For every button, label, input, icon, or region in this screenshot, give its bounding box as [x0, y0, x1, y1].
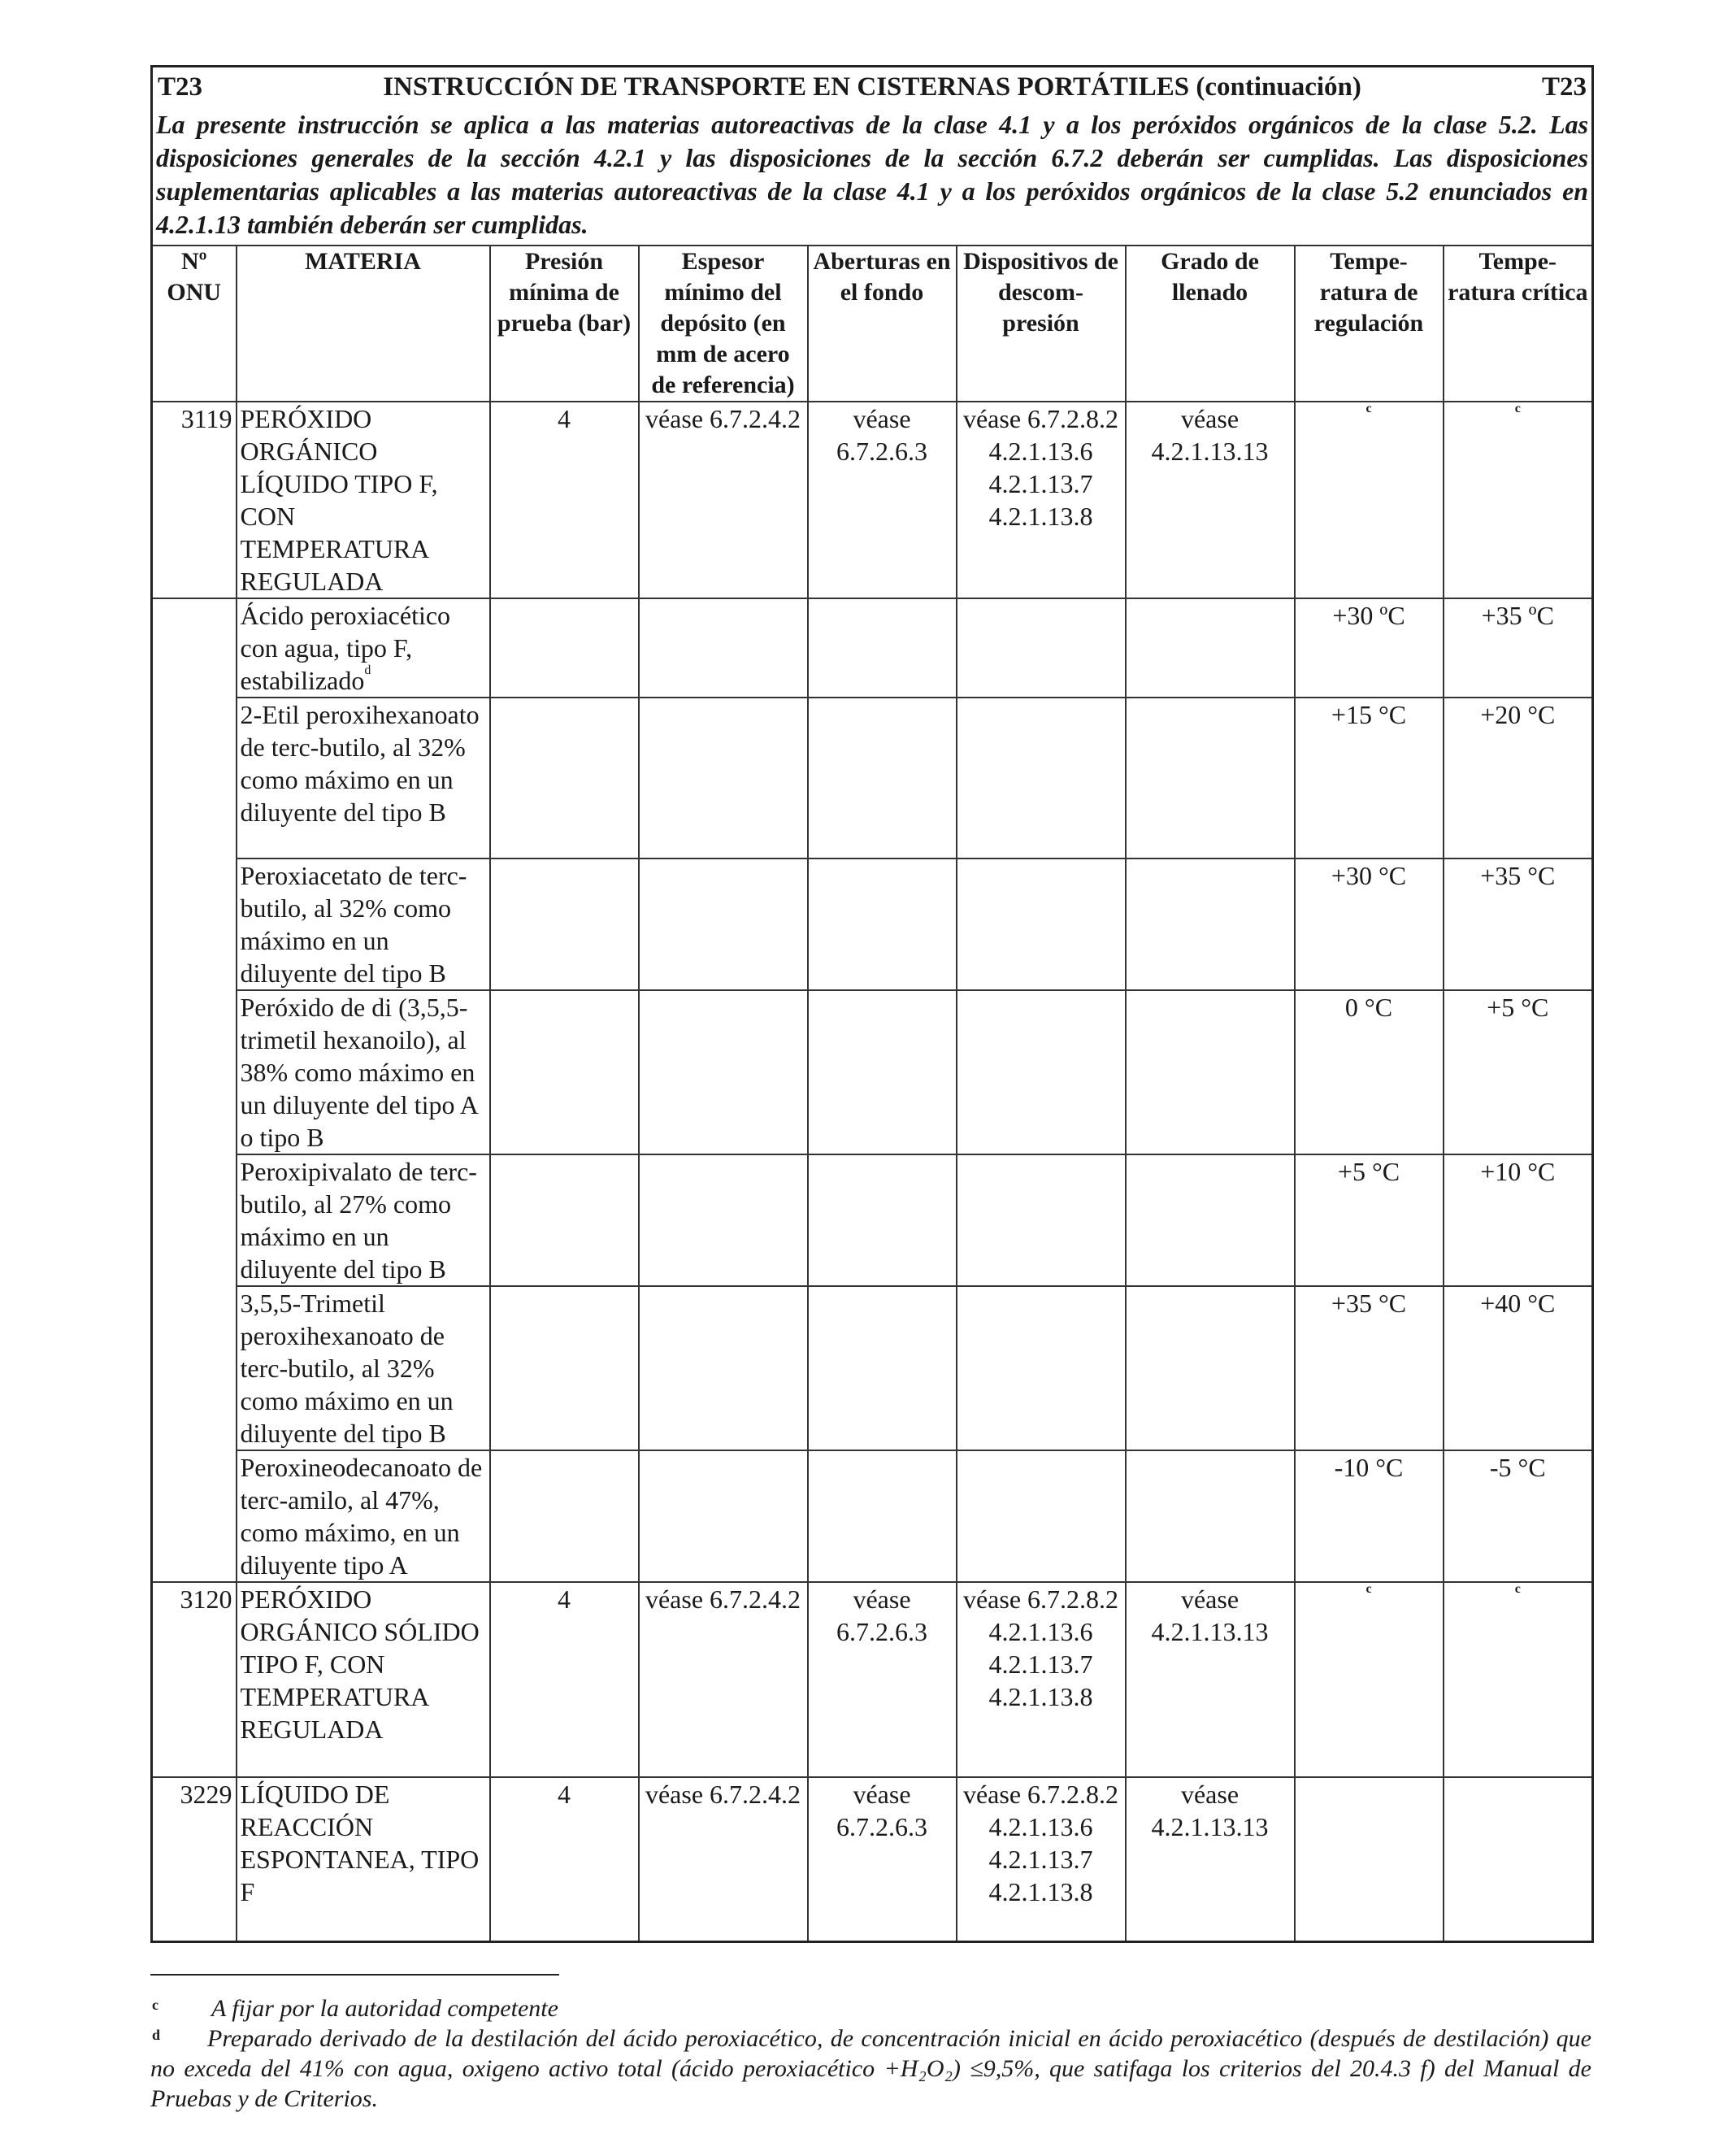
aberturas-cell: véase 6.7.2.6.3 [808, 1777, 957, 1942]
materia-cell: PERÓXIDO ORGÁNICO SÓLIDO TIPO F, CON TEMPERATURA REGULADA [237, 1582, 490, 1777]
materia-cell: Peroxipivalato de terc-butilo, al 27% como máximo en un diluyente del tipo B [237, 1154, 490, 1286]
espesor-cell: véase 6.7.2.4.2 [639, 402, 808, 598]
dispositivos-cell: véase 6.7.2.8.2 4.2.1.13.6 4.2.1.13.7 4.2.1.13.8 [957, 1777, 1126, 1942]
footnote-c-text: A fijar por la autoridad competente [211, 1995, 558, 2022]
header-presion: Presión mínima de prueba (bar) [490, 246, 639, 402]
onu-number: 3229 [152, 1777, 237, 1942]
aberturas-cell: véase 6.7.2.6.3 [808, 402, 957, 598]
header-grado: Grado de llenado [1126, 246, 1295, 402]
presion-cell: 4 [490, 1582, 639, 1777]
presion-cell: 4 [490, 402, 639, 598]
temp-regulacion-cell: +30 °C [1295, 858, 1444, 990]
table-row [152, 598, 1593, 698]
header-onu: Nº ONU [152, 246, 237, 402]
footnote-separator [150, 1974, 559, 1976]
materia-cell: Ácido peroxiacético con agua, tipo F, estabilizado$^d$ [237, 598, 490, 698]
presion-cell: 4 [490, 1777, 639, 1942]
instruction-code-left: T23 [158, 72, 203, 102]
grado-cell: véase 4.2.1.13.13 [1126, 1582, 1295, 1777]
dispositivos-cell: véase 6.7.2.8.2 4.2.1.13.6 4.2.1.13.7 4.2.1.13.8 [957, 1582, 1126, 1777]
grado-cell: véase 4.2.1.13.13 [1126, 1777, 1295, 1942]
table-row [152, 858, 1593, 990]
header-temp-regulacion: Tempe-ratura de regulación [1295, 246, 1444, 402]
table-row [152, 1450, 1593, 1582]
espesor-cell: véase 6.7.2.4.2 [639, 1777, 808, 1942]
temp-regulacion-cell: +30 ºC [1295, 598, 1444, 698]
footnote-mark-c: c [152, 1997, 158, 2013]
transport-instruction-table [150, 65, 1594, 1943]
footnote-d [150, 2023, 1591, 2114]
header-espesor: Espesor mínimo del depósito (en mm de acero de referencia) [639, 246, 808, 402]
column-header-row [152, 246, 1593, 402]
footnote-d-text: Preparado derivado de la destilación del ácido peroxiacético, de concentración inicial en ácido peroxiacético (después de destilación) que no exceda del 41% con agua, oxigeno activo total (ácido peroxiacético +H₂O₂) ≤9,5%, que satifaga los criterios del 20.4.3 f) del Manual de Pruebas y de Criterios. [150, 2025, 1591, 2112]
header-materia: MATERIA [237, 246, 490, 402]
aberturas-cell: véase 6.7.2.6.3 [808, 1582, 957, 1777]
table-row [152, 990, 1593, 1154]
header-dispositivos: Dispositivos de descom-presión [957, 246, 1126, 402]
onu-number: 3119 [152, 402, 237, 598]
temp-critica-cell: +40 °C [1444, 1286, 1593, 1450]
document-page [150, 65, 1591, 1943]
temp-critica-cell: -5 °C [1444, 1450, 1593, 1582]
temp-critica-cell: +35 °C [1444, 858, 1593, 990]
footnote-ref-d: d [364, 663, 371, 677]
temp-critica-cell: +20 °C [1444, 698, 1593, 858]
materia-cell: LÍQUIDO DE REACCIÓN ESPONTANEA, TIPO F [237, 1777, 490, 1942]
dispositivos-cell: véase 6.7.2.8.2 4.2.1.13.6 4.2.1.13.7 4.2.1.13.8 [957, 402, 1126, 598]
header-aberturas: Aberturas en el fondo [808, 246, 957, 402]
temp-regulacion-cell: 0 °C [1295, 990, 1444, 1154]
materia-cell: Peroxiacetato de terc-butilo, al 32% como máximo en un diluyente del tipo B [237, 858, 490, 990]
footnote-ref-c: c [1514, 402, 1521, 415]
materia-cell: 2-Etil peroxihexanoato de terc-butilo, al 32% como máximo en un diluyente del tipo B [237, 698, 490, 858]
footnote-ref-c: c [1365, 402, 1372, 415]
temp-critica-cell: +35 ºC [1444, 598, 1593, 698]
intro-row [152, 106, 1593, 246]
temp-critica-cell: +10 °C [1444, 1154, 1593, 1286]
espesor-cell: véase 6.7.2.4.2 [639, 1582, 808, 1777]
temp-critica-cell: +5 °C [1444, 990, 1593, 1154]
materia-cell: 3,5,5-Trimetil peroxihexanoato de terc-butilo, al 32% como máximo en un diluyente del tipo B [237, 1286, 490, 1450]
table-title-row [152, 67, 1593, 107]
table-row [152, 1286, 1593, 1450]
temp-regulacion-cell: +35 °C [1295, 1286, 1444, 1450]
materia-cell: PERÓXIDO ORGÁNICO LÍQUIDO TIPO F, CON TEMPERATURA REGULADA [237, 402, 490, 598]
footnotes [150, 1993, 1591, 2114]
footnote-ref-c: c [1365, 1582, 1372, 1596]
temp-regulacion-cell: +15 °C [1295, 698, 1444, 858]
table-row [152, 402, 1593, 598]
intro-text: La presente instrucción se aplica a las materias autoreactivas de la clase 4.1 y a los peróxidos orgánicos de la clase 5.2. Las disposiciones generales de la sección 4.2.1 y las disposiciones de la sección 6.7.2 deberán ser cumplidas. Las disposiciones suplementarias aplicables a las materias autoreactivas de la clase 4.1 y a los peróxidos orgánicos de la clase 5.2 enunciados en 4.2.1.13 también deberán ser cumplidas. [152, 106, 1593, 246]
temp-regulacion-cell: -10 °C [1295, 1450, 1444, 1582]
table-row [152, 698, 1593, 858]
footnote-mark-d: d [152, 2027, 161, 2043]
footnote-ref-c: c [1514, 1582, 1521, 1596]
table-row [152, 1582, 1593, 1777]
table-title: INSTRUCCIÓN DE TRANSPORTE EN CISTERNAS PORTÁTILES (continuación) [383, 72, 1361, 102]
footnote-c [150, 1993, 1591, 2023]
header-temp-critica: Tempe-ratura crítica [1444, 246, 1593, 402]
instruction-code-right: T23 [1542, 72, 1587, 102]
materia-cell: Peróxido de di (3,5,5-trimetil hexanoilo), al 38% como máximo en un diluyente del tipo A o tipo B [237, 990, 490, 1154]
materia-cell: Peroxineodecanoato de terc-amilo, al 47%, como máximo, en un diluyente tipo A [237, 1450, 490, 1582]
table-row [152, 1777, 1593, 1942]
onu-number: 3120 [152, 1582, 237, 1777]
table-row [152, 1154, 1593, 1286]
temp-regulacion-cell: +5 °C [1295, 1154, 1444, 1286]
grado-cell: véase 4.2.1.13.13 [1126, 402, 1295, 598]
